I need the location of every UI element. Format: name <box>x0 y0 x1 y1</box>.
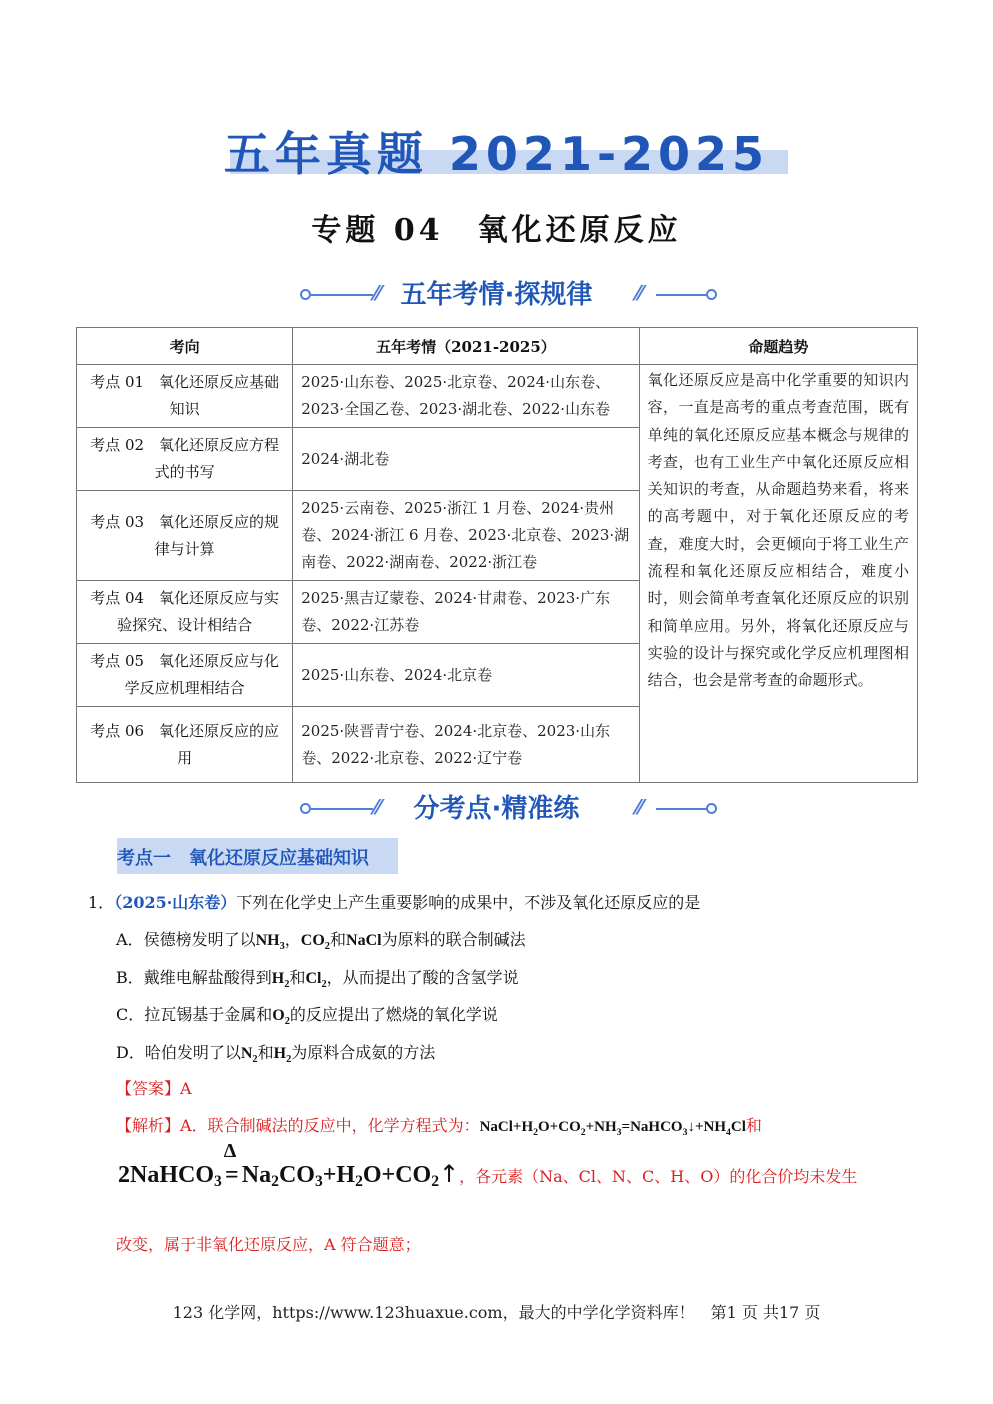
formula-h2: $H_2$ <box>271 970 290 990</box>
option-c <box>116 1002 498 1027</box>
option-text: 戴维电解盐酸得到 <box>143 968 272 987</box>
option-label: A． <box>116 930 144 949</box>
option-text: 为原料的联合制碱法 <box>381 930 526 949</box>
question-number: 1． <box>88 893 115 912</box>
equation-decomposition: 2NaHCO$_3$ Δ = $Na_2CO_3+H_2O+CO_2↑$ <box>118 1140 460 1190</box>
question-stem <box>88 890 700 913</box>
section-banner-practice <box>0 786 993 826</box>
banner-slash-icon: ⁄⁄ <box>636 795 643 819</box>
trend-cell: 氧化还原反应是高中化学重要的知识内容，一直是高考的重点考查范围，既有单纯的氧化还原反应基本概念与规律的考查，也有工业生产中氧化还原反应相关知识的考查，从命题趋势来看，将来的高考题中，对于氧化还原反应的考查，难度大时，会更倾向于将工业生产流程和氧化还原反应相结合，难度小时，则会简单考查氧化还原反应的识别和简单应用。另外，将氧化还原反应与实验的设计与探究或化学反应机理图相结合，也会是常考查的命题形式。 <box>639 365 917 783</box>
formula-o2: $O_2$ <box>272 1007 290 1027</box>
table-row <box>77 365 918 428</box>
option-text: ，从而提出了酸的含氢学说 <box>326 968 519 987</box>
option-label: C． <box>116 1005 145 1024</box>
question-source: （2025·山东卷） <box>114 893 237 912</box>
analysis-text: A．联合制碱法的反应中，化学方程式为： <box>180 1116 480 1135</box>
option-a <box>116 927 526 952</box>
option-d <box>116 1040 435 1065</box>
option-text: 和 <box>330 930 347 949</box>
banner-title: 五年考情·探规律 <box>400 280 593 310</box>
table-header: 命题趋势 <box>639 328 917 365</box>
banner-title: 分考点·精准练 <box>413 794 580 824</box>
banner-line <box>656 294 706 296</box>
exams-cell: 2025·山东卷、2025·北京卷、2024·山东卷、2023·全国乙卷、2023·湖北卷、2022·山东卷 <box>293 365 639 428</box>
option-text: 拉瓦锡基于金属和 <box>144 1005 273 1024</box>
table-header: 五年考情（2021-2025） <box>293 328 639 365</box>
option-label: B． <box>116 968 144 987</box>
option-label: D． <box>116 1043 145 1062</box>
overview-table <box>76 327 918 783</box>
topic-cell: 考点 06 氧化还原反应的应用 <box>77 707 293 783</box>
formula-h2: $H_2$ <box>273 1045 292 1065</box>
page-footer: 123 化学网，https://www.123huaxue.com，最大的中学化学资料库！ 第1 页 共17 页 <box>172 1303 821 1322</box>
topic-cell: 考点 01 氧化还原反应基础知识 <box>77 365 293 428</box>
page-subtitle: 专题 04 氧化还原反应 <box>311 213 682 248</box>
option-text: 为原料合成氨的方法 <box>291 1043 436 1062</box>
analysis-line-2 <box>118 1140 858 1191</box>
topic-cell: 考点 04 氧化还原反应与实验探究、设计相结合 <box>77 581 293 644</box>
banner-dot-icon <box>706 289 717 300</box>
exams-cell: 2025·山东卷、2024·北京卷 <box>293 644 639 707</box>
exams-cell: 2025·黑吉辽蒙卷、2024·甘肃卷、2023·广东卷、2022·江苏卷 <box>293 581 639 644</box>
answer-label: 【答案】 <box>116 1079 181 1098</box>
table-header: 考向 <box>77 328 293 365</box>
formula-nacl: NaCl <box>346 932 382 949</box>
equation-solvay: $NaCl+H_2O+CO_2+NH_3=NaHCO_3↓+NH_4Cl$ <box>479 1119 746 1138</box>
delta-icon: Δ <box>223 1140 237 1162</box>
formula-cl2: $Cl_2$ <box>305 970 327 990</box>
answer-value: A <box>180 1079 192 1098</box>
option-text: 和 <box>257 1043 274 1062</box>
formula-co2: $CO_2$ <box>300 932 330 952</box>
banner-line <box>656 808 706 810</box>
option-text: 侯德榜发明了以 <box>143 930 256 949</box>
analysis-line-3: 改变，属于非氧化还原反应，A 符合题意； <box>116 1235 421 1254</box>
analysis-text: 和 <box>745 1116 762 1135</box>
option-b <box>116 965 519 990</box>
option-text: 和 <box>289 968 306 987</box>
exams-cell: 2024·湖北卷 <box>293 428 639 491</box>
section-heading-text: 考点一 氧化还原反应基础知识 <box>117 848 369 869</box>
section-heading <box>117 838 398 874</box>
analysis-line-1 <box>116 1113 762 1138</box>
banner-dot-icon <box>706 803 717 814</box>
formula-n2: $N_2$ <box>240 1045 258 1065</box>
banner-slash-icon: ⁄⁄ <box>374 795 381 819</box>
gas-arrow-icon: ↑ <box>439 1160 460 1188</box>
exams-cell: 2025·陕晋青宁卷、2024·北京卷、2023·山东卷、2022·北京卷、2022·辽宁卷 <box>293 707 639 783</box>
option-text: 哈伯发明了以 <box>144 1043 241 1062</box>
topic-cell: 考点 02 氧化还原反应方程式的书写 <box>77 428 293 491</box>
option-text: 的反应提出了燃烧的氧化学说 <box>289 1005 498 1024</box>
question-text: 下列在化学史上产生重要影响的成果中，不涉及氧化还原反应的是 <box>236 893 701 912</box>
option-text: ， <box>284 930 301 949</box>
banner-slash-icon: ⁄⁄ <box>636 281 643 305</box>
exams-cell: 2025·云南卷、2025·浙江 1 月卷、2024·贵州卷、2024·浙江 6 月卷、2023·北京卷、2023·湖南卷、2022·湖南卷、2022·浙江卷 <box>293 491 639 581</box>
topic-cell: 考点 05 氧化还原反应与化学反应机理相结合 <box>77 644 293 707</box>
topic-cell: 考点 03 氧化还原反应的规律与计算 <box>77 491 293 581</box>
section-banner-overview <box>0 272 993 312</box>
page-title: 五年真题 2021-2025 <box>223 127 770 181</box>
table-header-row <box>77 328 918 365</box>
formula-nh3: $NH_3$ <box>255 932 285 952</box>
answer-line <box>116 1076 192 1099</box>
analysis-label: 【解析】 <box>116 1116 181 1135</box>
analysis-text: ，各元素（Na、Cl、N、C、H、O）的化合价均未发生 <box>459 1167 858 1186</box>
banner-slash-icon: ⁄⁄ <box>374 281 381 305</box>
